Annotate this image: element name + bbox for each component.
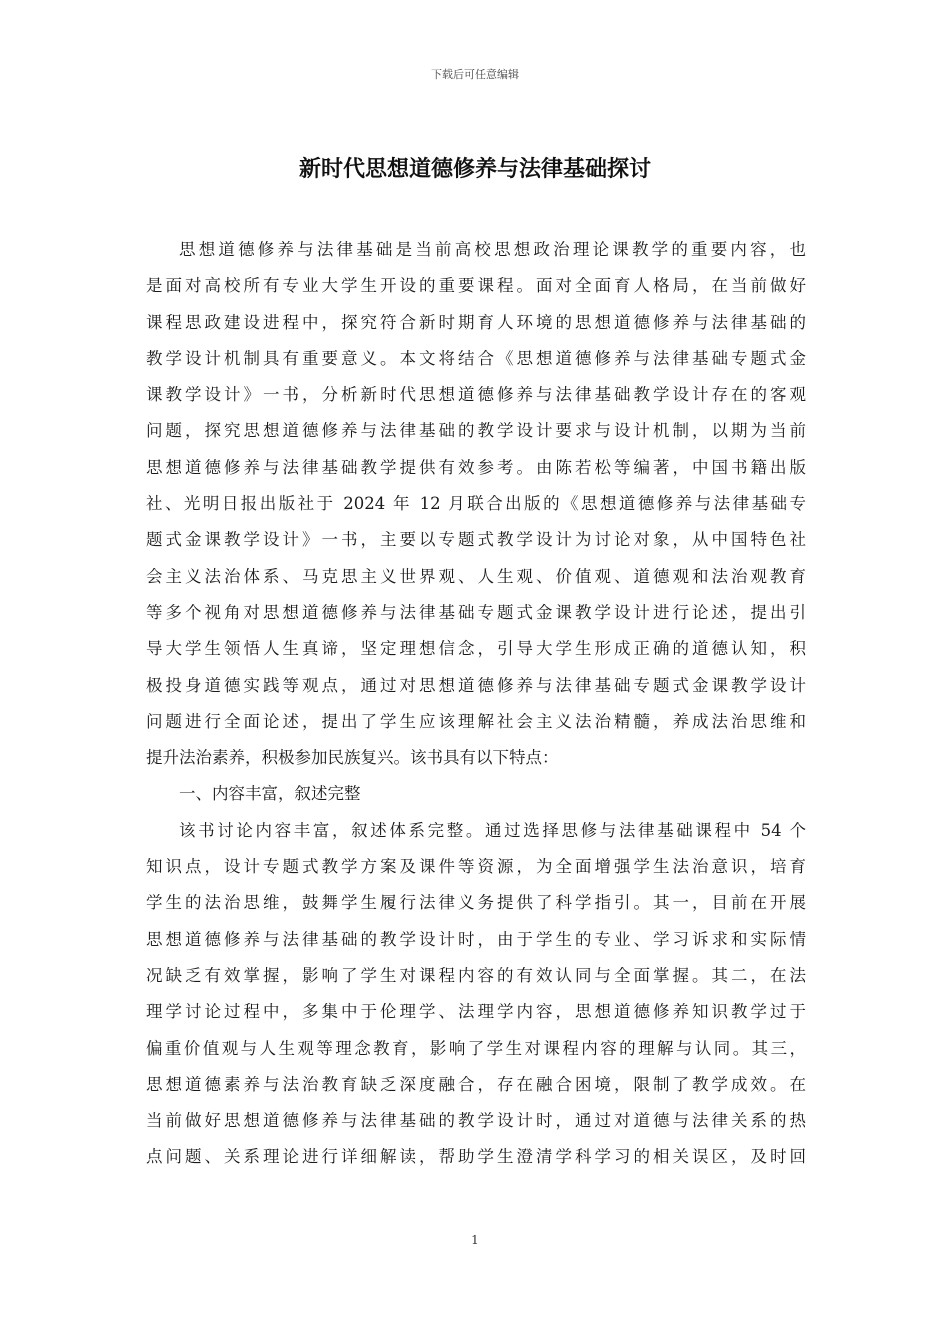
paragraph-content bbox=[146, 813, 806, 1176]
section-heading bbox=[146, 776, 806, 812]
text-line: 点问题、关系理论进行详细解读，帮助学生澄清学科学习的相关误区，及时回 bbox=[146, 1147, 806, 1167]
text-line: 理学讨论过程中，多集中于伦理学、法理学内容，思想道德修养知识教学过于 bbox=[146, 1002, 806, 1022]
text-line: 题式金课教学设计》一书，主要以专题式教学设计为讨论对象，从中国特色社 bbox=[146, 530, 806, 550]
text-line: 思想道德修养与法律基础教学提供有效参考。由陈若松等编著，中国书籍出版 bbox=[146, 457, 806, 477]
text-line: 社、光明日报出版社于 2024 年 12 月联合出版的《思想道德修养与法律基础专 bbox=[146, 494, 806, 514]
text-line: 况缺乏有效掌握，影响了学生对课程内容的有效认同与全面掌握。其二，在法 bbox=[146, 965, 806, 985]
text-line: 偏重价值观与人生观等理念教育，影响了学生对课程内容的理解与认同。其三， bbox=[146, 1038, 806, 1058]
text-line: 一、内容丰富，叙述完整 bbox=[179, 784, 361, 804]
text-line: 课程思政建设进程中，探究符合新时期育人环境的思想道德修养与法律基础的 bbox=[146, 312, 806, 332]
text-line: 问题进行全面论述，提出了学生应该理解社会主义法治精髓，养成法治思维和 bbox=[146, 711, 806, 731]
text-line: 该书讨论内容丰富，叙述体系完整。通过选择思修与法律基础课程中 54 个 bbox=[179, 820, 806, 840]
text-line: 导大学生领悟人生真谛，坚定理想信念，引导大学生形成正确的道德认知，积 bbox=[146, 639, 806, 659]
text-line: 课教学设计》一书，分析新时代思想道德修养与法律基础教学设计存在的客观 bbox=[146, 385, 806, 405]
text-line: 是面对高校所有专业大学生开设的重要课程。面对全面育人格局，在当前做好 bbox=[146, 276, 806, 296]
text-line: 思想道德修养与法律基础的教学设计时，由于学生的专业、学习诉求和实际情 bbox=[146, 929, 806, 949]
text-line: 极投身道德实践等观点，通过对思想道德修养与法律基础专题式金课教学设计 bbox=[146, 675, 806, 695]
page-header: 下载后可任意编辑 bbox=[431, 68, 519, 81]
text-line: 教学设计机制具有重要意义。本文将结合《思想道德修养与法律基础专题式金 bbox=[146, 348, 806, 368]
text-line: 等多个视角对思想道德修养与法律基础专题式金课教学设计进行论述，提出引 bbox=[146, 602, 806, 622]
text-line: 思想道德修养与法律基础是当前高校思想政治理论课教学的重要内容，也 bbox=[179, 240, 806, 259]
paragraph-intro bbox=[146, 232, 806, 776]
document-body bbox=[146, 232, 806, 1176]
text-line: 知识点，设计专题式教学方案及课件等资源，为全面增强学生法治意识，培育 bbox=[146, 857, 806, 877]
page-number: 1 bbox=[471, 1233, 479, 1247]
text-line: 当前做好思想道德修养与法律基础的教学设计时，通过对道德与法律关系的热 bbox=[146, 1111, 806, 1131]
text-line: 会主义法治体系、马克思主义世界观、人生观、价值观、道德观和法治观教育 bbox=[146, 566, 806, 586]
document-title: 新时代思想道德修养与法律基础探讨 bbox=[298, 156, 651, 182]
text-line: 问题，探究思想道德修养与法律基础的教学设计要求与设计机制，以期为当前 bbox=[146, 421, 806, 441]
text-line: 思想道德素养与法治教育缺乏深度融合，存在融合困境，限制了教学成效。在 bbox=[146, 1074, 806, 1094]
text-line: 提升法治素养，积极参加民族复兴。该书具有以下特点： bbox=[146, 748, 559, 768]
text-line: 学生的法治思维，鼓舞学生履行法律义务提供了科学指引。其一，目前在开展 bbox=[146, 893, 806, 913]
